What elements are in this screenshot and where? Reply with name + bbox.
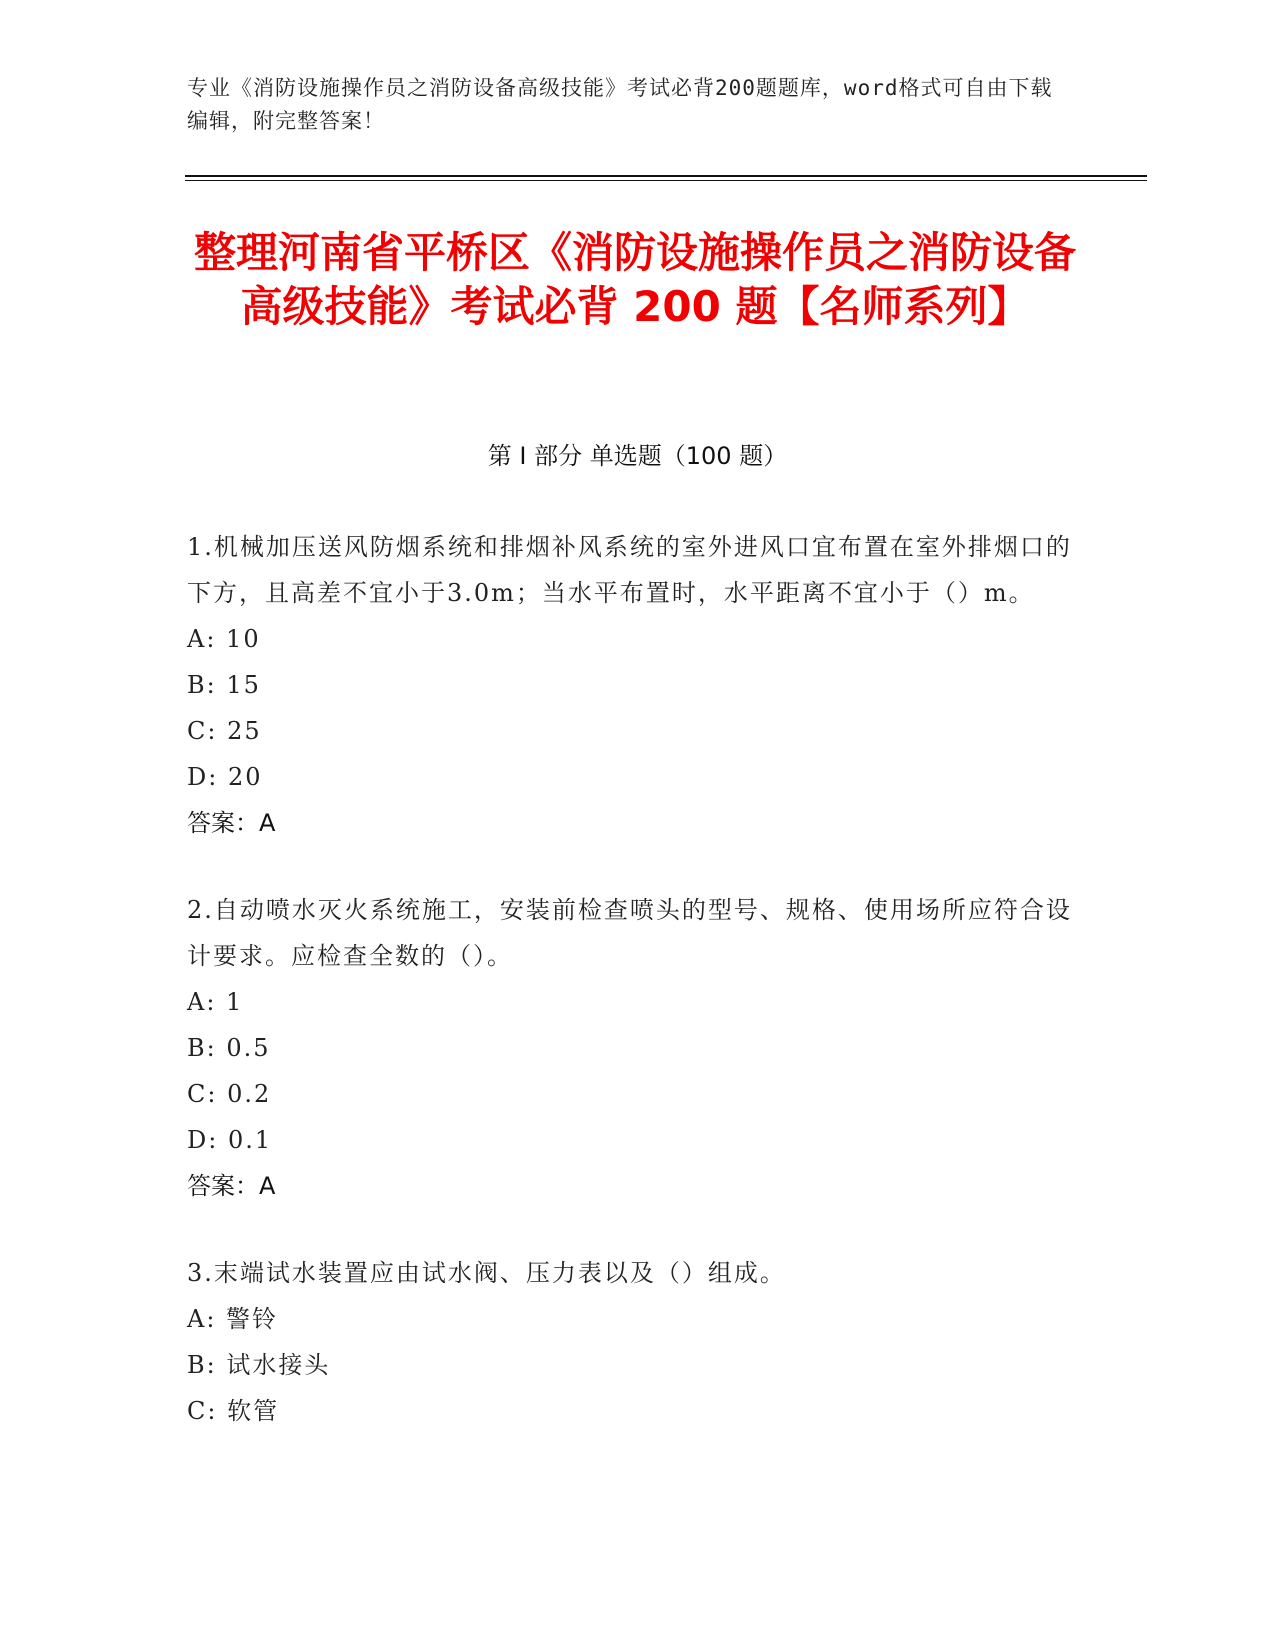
header-divider-top xyxy=(185,175,1147,177)
option-a: A: 10 xyxy=(187,625,261,653)
question-stem: 3.末端试水装置应由试水阀、压力表以及（）组成。 xyxy=(187,1259,786,1287)
option-b: B: 试水接头 xyxy=(187,1351,331,1379)
question-3 xyxy=(187,1250,1077,1434)
answer: 答案：A xyxy=(187,1172,276,1200)
header-note: 专业《消防设施操作员之消防设备高级技能》考试必背200题题库，word格式可自由下载编辑，附完整答案！ xyxy=(187,76,1053,133)
option-a: A: 警铃 xyxy=(187,1305,279,1333)
option-c: C: 25 xyxy=(187,717,262,745)
question-1 xyxy=(187,524,1077,846)
option-b: B: 15 xyxy=(187,671,261,699)
option-c: C: 软管 xyxy=(187,1397,280,1425)
question-stem: 1.机械加压送风防烟系统和排烟补风系统的室外进风口宜布置在室外排烟口的下方，且高差不宜小于3.0m；当水平布置时，水平距离不宜小于（）m。 xyxy=(187,533,1072,607)
option-d: D: 0.1 xyxy=(187,1126,273,1154)
question-list xyxy=(187,524,1077,1475)
option-b: B: 0.5 xyxy=(187,1034,271,1062)
header-divider-bottom xyxy=(185,180,1147,181)
answer: 答案：A xyxy=(187,809,276,837)
question-stem: 2.自动喷水灭火系统施工，安装前检查喷头的型号、规格、使用场所应符合设计要求。应检查全数的（）。 xyxy=(187,896,1072,970)
section-heading: 第 I 部分 单选题（100 题） xyxy=(487,442,788,470)
question-2 xyxy=(187,887,1077,1209)
option-c: C: 0.2 xyxy=(187,1080,272,1108)
document-title: 整理河南省平桥区《消防设施操作员之消防设备高级技能》考试必背 200 题【名师系列】 xyxy=(193,228,1076,331)
option-a: A: 1 xyxy=(187,988,244,1016)
option-d: D: 20 xyxy=(187,763,263,791)
